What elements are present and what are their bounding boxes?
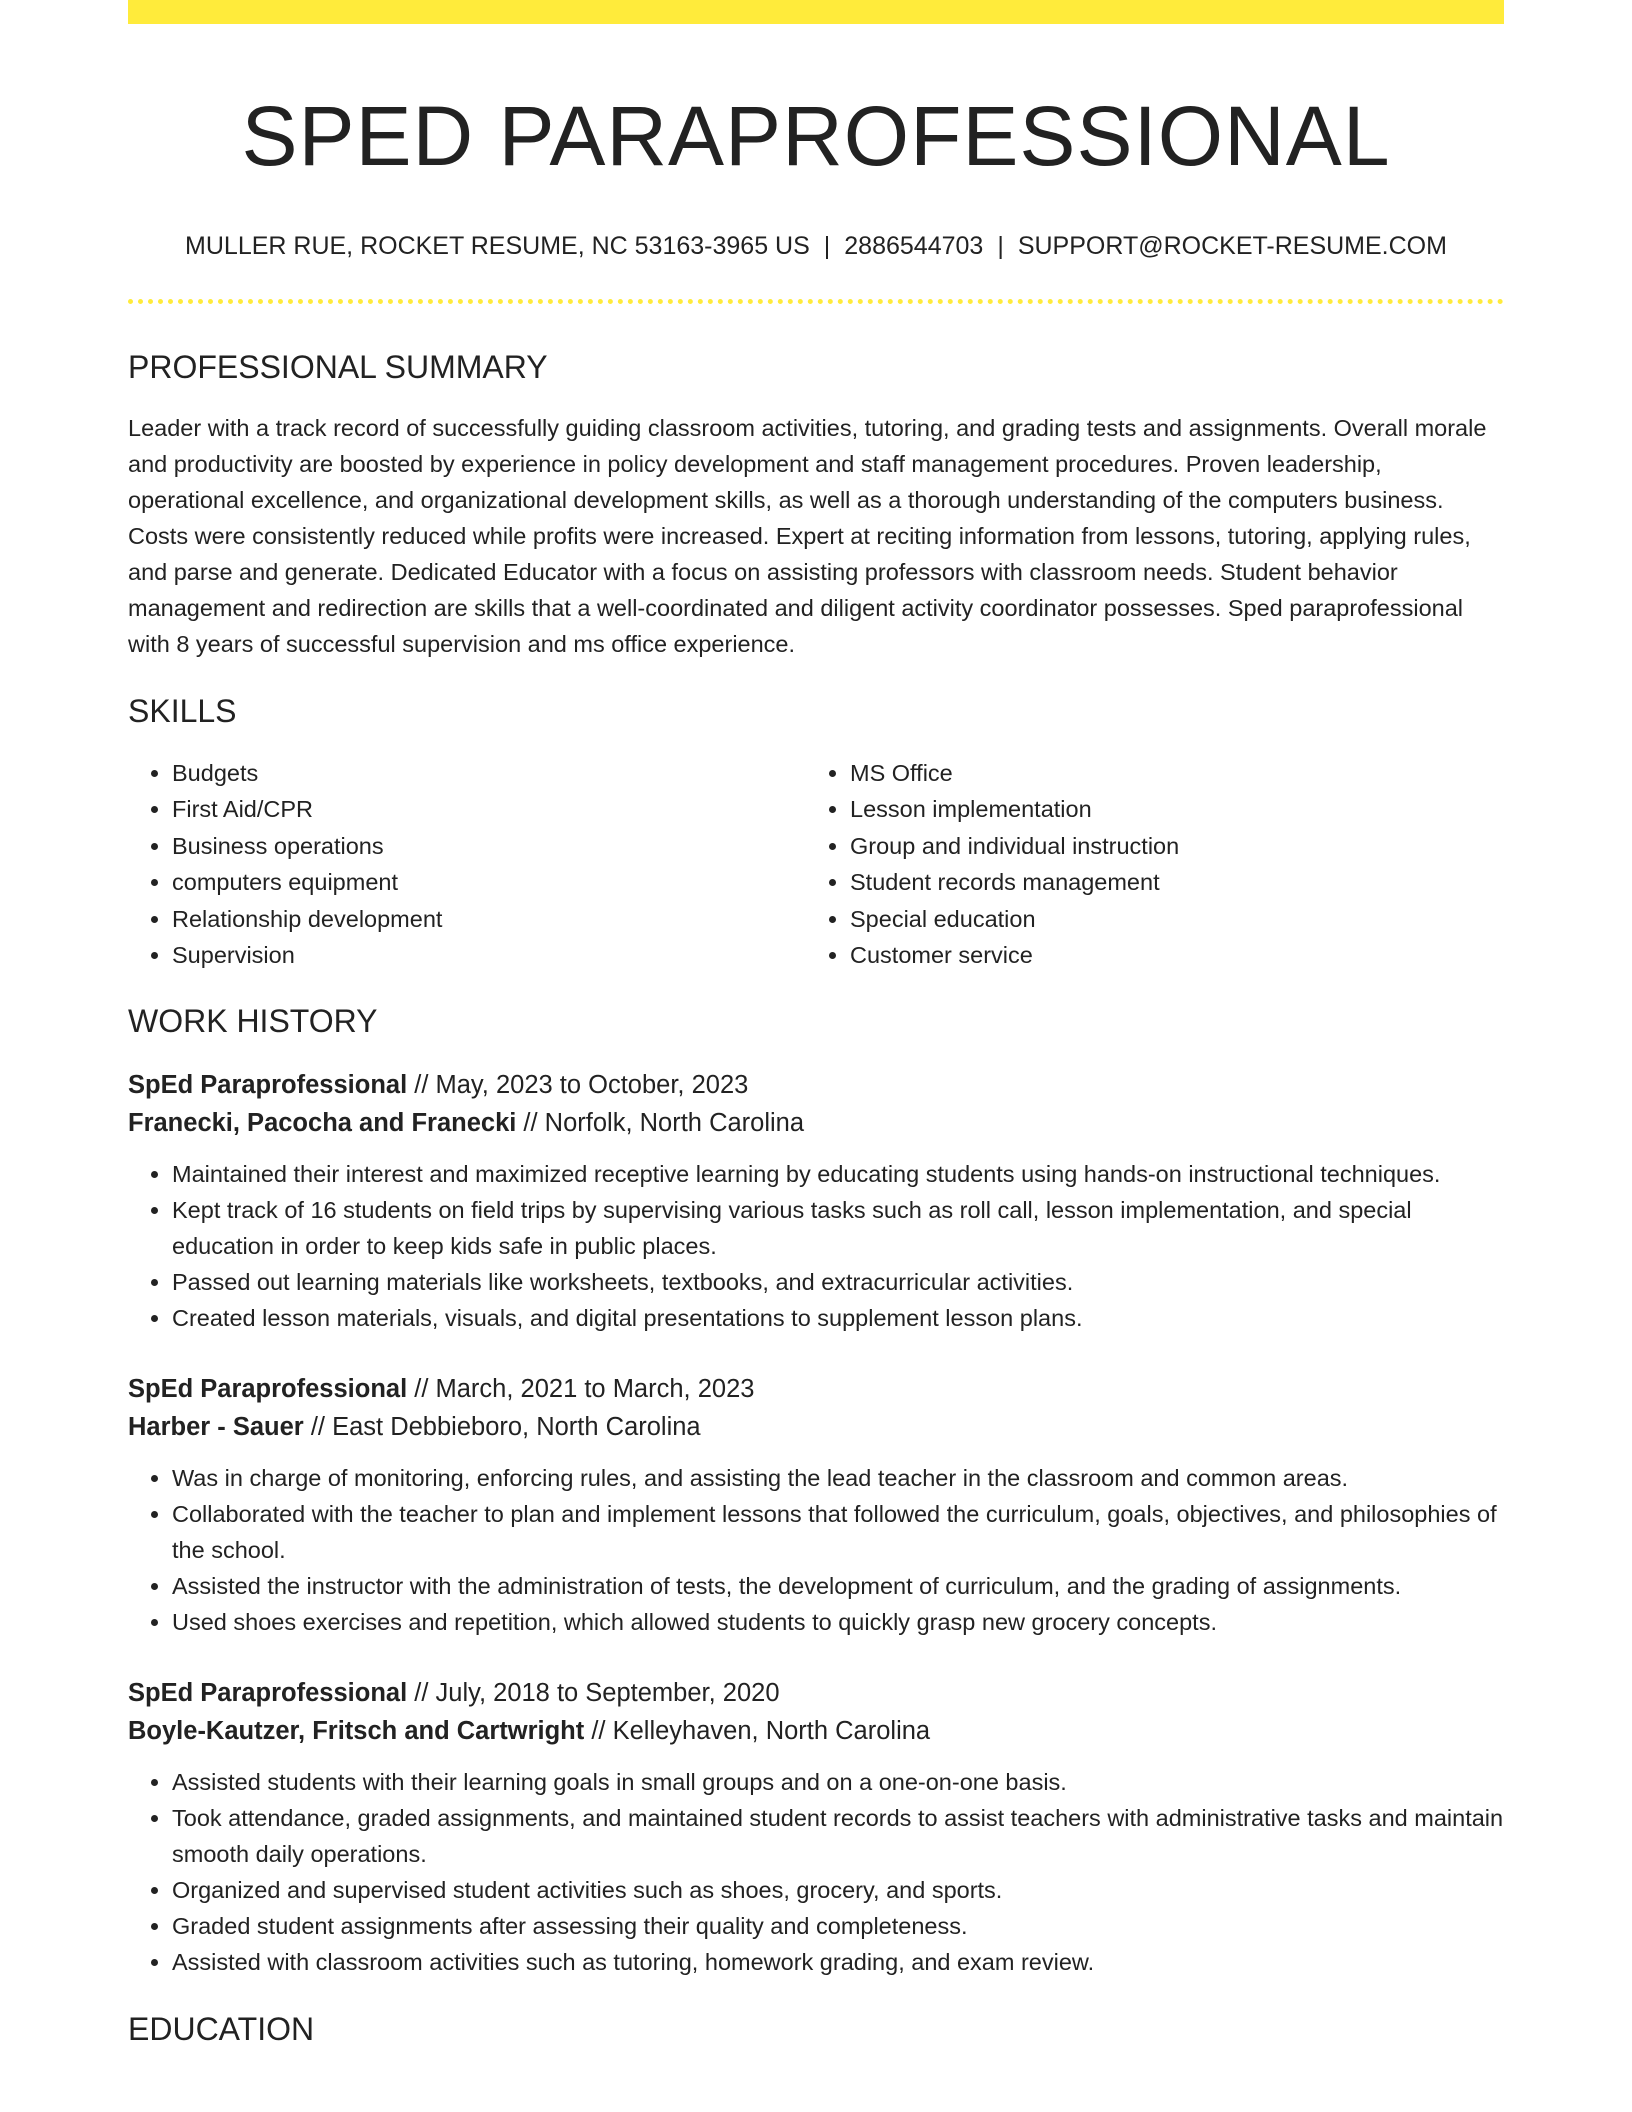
job-bullet: • Assisted with classroom activities such as tutoring, homework grading, and exam review. bbox=[172, 1944, 1504, 1980]
job-bullet: • Was in charge of monitoring, enforcing rules, and assisting the lead teacher in the classroom and common areas. bbox=[172, 1460, 1504, 1496]
job-bullet: • Passed out learning materials like worksheets, textbooks, and extracurricular activities. bbox=[172, 1264, 1504, 1300]
resume-page bbox=[128, 0, 1504, 2048]
job-bullet: • Kept track of 16 students on field trips by supervising various tasks such as roll call, lesson implementation, and special education in order to keep kids safe in public places. bbox=[172, 1192, 1504, 1264]
job-role: SpEd Paraprofessional bbox=[128, 1374, 408, 1403]
job-company-line bbox=[128, 1104, 1504, 1142]
job-dates: // July, 2018 to September, 2020 bbox=[407, 1678, 780, 1707]
education-heading: EDUCATION bbox=[128, 2010, 315, 2047]
job-bullet: • Assisted the instructor with the administration of tests, the development of curriculum, and the grading of assignments. bbox=[172, 1568, 1504, 1604]
job-role-line bbox=[128, 1066, 1504, 1104]
job-role: SpEd Paraprofessional bbox=[128, 1678, 408, 1707]
job-dates: // May, 2023 to October, 2023 bbox=[407, 1070, 749, 1099]
contact-separator: | bbox=[997, 231, 1004, 260]
skills-right-list bbox=[806, 755, 1484, 974]
job-bullets bbox=[128, 1764, 1504, 1980]
skill-item: • Lesson implementation bbox=[850, 791, 1484, 828]
summary-heading: PROFESSIONAL SUMMARY bbox=[128, 348, 548, 385]
job-bullet: • Assisted students with their learning goals in small groups and on a one-on-one basis. bbox=[172, 1764, 1504, 1800]
job-company-line bbox=[128, 1712, 1504, 1750]
job-bullets bbox=[128, 1156, 1504, 1336]
accent-top-bar bbox=[128, 0, 1504, 24]
skill-item: • First Aid/CPR bbox=[172, 791, 806, 828]
job-bullet: • Maintained their interest and maximized receptive learning by educating students using hands-on instructional techniques. bbox=[172, 1156, 1504, 1192]
job-bullet: • Used shoes exercises and repetition, which allowed students to quickly grasp new grocery concepts. bbox=[172, 1604, 1504, 1640]
job-bullet: • Graded student assignments after assessing their quality and completeness. bbox=[172, 1908, 1504, 1944]
skill-item: • MS Office bbox=[850, 755, 1484, 792]
resume-title: SPED PARAPROFESSIONAL bbox=[241, 89, 1391, 183]
job-entry bbox=[128, 1674, 1504, 1980]
job-location: // Kelleyhaven, North Carolina bbox=[584, 1716, 931, 1745]
summary-text: Leader with a track record of successfully guiding classroom activities, tutoring, and grading tests and assignments. Overall morale and productivity are boosted by experience in policy development and staff management procedures. Proven leadership, operational excellence, and organizational development skills, as well as a thorough understanding of the computers business. Costs were consistently reduced while profits were increased. Expert at reciting information from lessons, tutoring, applying rules, and parse and generate. Dedicated Educator with a focus on assisting professors with classroom needs. Student behavior management and redirection are skills that a well-coordinated and diligent activity coordinator possesses. Sped paraprofessional with 8 years of successful supervision and ms office experience. bbox=[128, 415, 1487, 658]
job-entry bbox=[128, 1370, 1504, 1640]
skill-item: • Budgets bbox=[172, 755, 806, 792]
job-bullets bbox=[128, 1460, 1504, 1640]
skill-item: • Business operations bbox=[172, 828, 806, 865]
job-bullet: • Created lesson materials, visuals, and digital presentations to supplement lesson plans. bbox=[172, 1300, 1504, 1336]
job-bullet: • Organized and supervised student activities such as shoes, grocery, and sports. bbox=[172, 1872, 1504, 1908]
job-role-line bbox=[128, 1674, 1504, 1712]
contact-separator: | bbox=[823, 231, 831, 260]
skill-item: • Relationship development bbox=[172, 901, 806, 938]
job-bullet: • Took attendance, graded assignments, and maintained student records to assist teachers with administrative tasks and maintain smooth daily operations. bbox=[172, 1800, 1504, 1872]
skills-heading: SKILLS bbox=[128, 693, 237, 730]
job-role-line bbox=[128, 1370, 1504, 1408]
skill-item: • Customer service bbox=[850, 937, 1484, 974]
job-dates: // March, 2021 to March, 2023 bbox=[407, 1374, 755, 1403]
job-company: Franecki, Pacocha and Franecki bbox=[128, 1108, 517, 1137]
job-company: Boyle-Kautzer, Fritsch and Cartwright bbox=[128, 1716, 585, 1745]
contact-line bbox=[128, 231, 1504, 261]
skills-left-list bbox=[128, 755, 806, 974]
skill-item: • Group and individual instruction bbox=[850, 828, 1484, 865]
job-company-line bbox=[128, 1408, 1504, 1446]
skill-item: • computers equipment bbox=[172, 864, 806, 901]
job-location: // East Debbieboro, North Carolina bbox=[303, 1412, 701, 1441]
contact-phone: 2886544703 bbox=[844, 231, 984, 260]
skill-item: • Student records management bbox=[850, 864, 1484, 901]
skill-item: • Supervision bbox=[172, 937, 806, 974]
job-role: SpEd Paraprofessional bbox=[128, 1070, 408, 1099]
job-location: // Norfolk, North Carolina bbox=[516, 1108, 805, 1137]
job-company: Harber - Sauer bbox=[128, 1412, 304, 1441]
job-bullet: • Collaborated with the teacher to plan and implement lessons that followed the curriculum, goals, objectives, and philosophies of the school. bbox=[172, 1496, 1504, 1568]
skill-item: • Special education bbox=[850, 901, 1484, 938]
skills-columns bbox=[128, 755, 1504, 974]
work-history-heading: WORK HISTORY bbox=[128, 1002, 378, 1039]
contact-email: SUPPORT@ROCKET-RESUME.COM bbox=[1017, 231, 1447, 260]
job-entry bbox=[128, 1066, 1504, 1336]
dotted-divider bbox=[128, 299, 1504, 304]
contact-address: MULLER RUE, ROCKET RESUME, NC 53163-3965 US bbox=[185, 231, 810, 260]
